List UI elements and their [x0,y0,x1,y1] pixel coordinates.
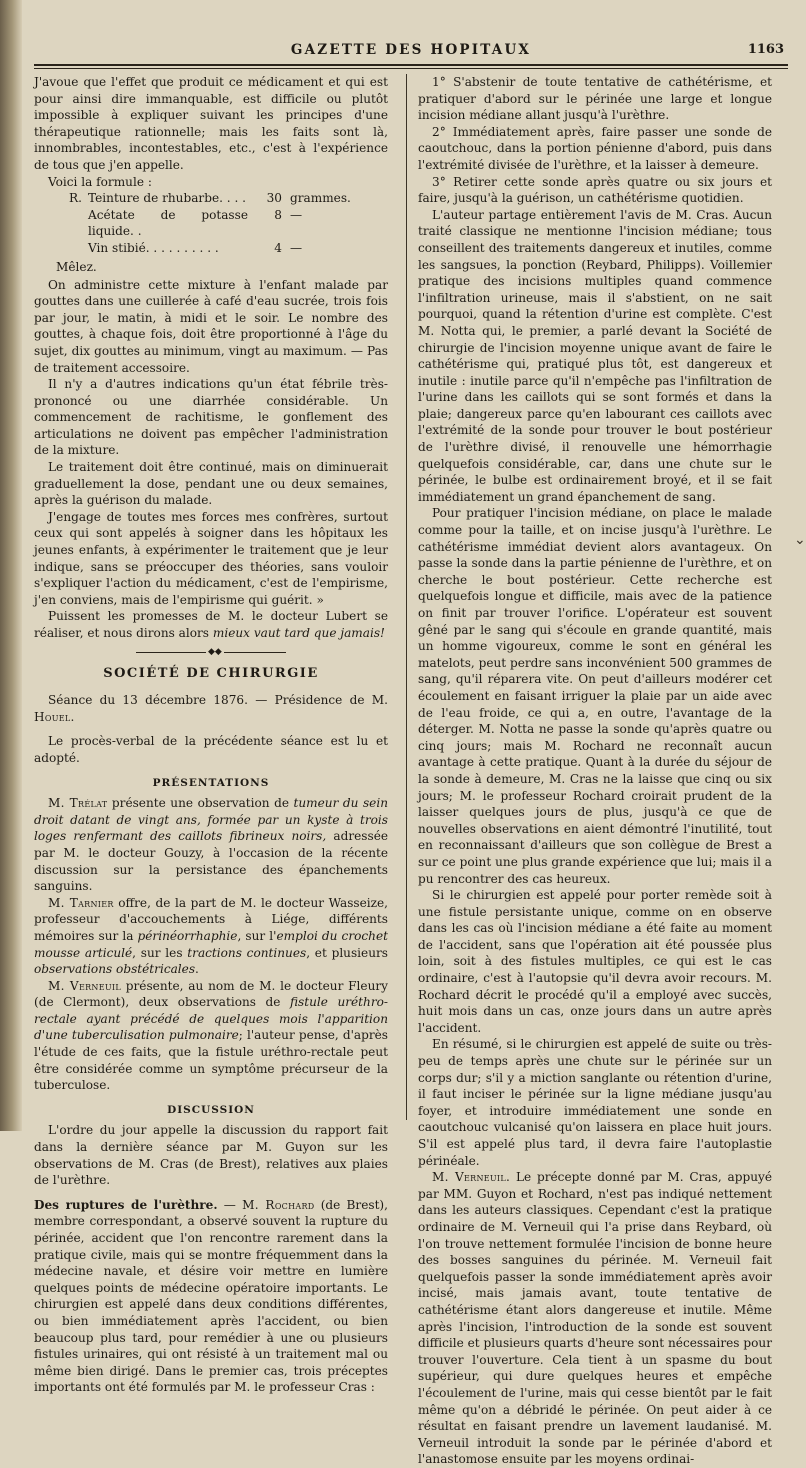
text-run: Séance du 13 décembre 1876. — Présidence de M. [48,693,388,708]
subheading-presentations: PRÉSENTATIONS [152,776,270,789]
formula-unit: grammes. [290,191,351,206]
header-rule-thick [34,64,788,66]
formula-mark [34,240,88,257]
formula-quantity: 30 [266,191,282,206]
text-run: , sur l' [237,928,277,943]
formula-row [34,190,388,207]
precept-1: 1° S'abstenir de toute tentative de cathétérisme, et pratiquer d'abord sur le périnée une large et longue incision médiane allant jusqu'à l'urèthre. [418,75,772,123]
paragraph: Le traitement doit être continué, mais on diminuerait graduellement la dose, pendant une ou deux semaines, après la guérison du malade. [34,460,388,508]
presentation-item [34,895,388,978]
presentation-item [34,978,388,1094]
formula-quantity: 4 [274,240,282,255]
paragraph: J'avoue que l'effet que produit ce médicament et qui est pour ainsi dire immanquable, est difficile ou plutôt impossible à expliquer suivant les principes d'une thérapeutique rationnelle; mais les faits sont là, innombrables, incontestables, etc., c'est à l'expérience de tous que j'en appelle. [34,75,388,172]
newspaper-page [24,0,806,1467]
formula-table [34,190,388,256]
section-title: SOCIÉTÉ DE CHIRURGIE [103,665,319,681]
text-run: Puissent les promesses de M. le docteur Lubert se réaliser, et nous dirons alors [34,609,388,640]
journal-title: GAZETTE DES HOPITAUX [290,42,532,58]
speaker-name: M. Verneuil. [432,1170,511,1185]
text-run: , et plusieurs [306,945,388,960]
speaker-name: M. Trélat [48,796,108,811]
book-binding-edge [0,0,22,1131]
left-column [34,74,388,1396]
article-title: Des ruptures de l'urèthre. [34,1197,218,1212]
text-run: . [70,709,75,724]
formula-unit: — [290,207,303,222]
precept-3: 3° Retirer cette sonde après quatre ou six jours et faire, jusqu'à la guérison, un cathétérisme quotidien. [418,174,772,206]
formula-row [34,207,388,240]
right-column [418,74,772,1468]
formula-row [34,240,388,257]
italic-phrase: fistule uréthro-rectale ayant précédé de quelques mois l'apparition d'une tuberculisation pulmonaire [34,995,388,1043]
speaker-name: M. Rochard [242,1197,315,1212]
text-run: Le précepte donné par M. Cras, appuyé par MM. Guyon et Rochard, n'est pas indiqué nettement dans les auteurs classiques. Cependant c'est la pratique ordinaire de M. Verneuil qui l'a prise dans Reybard, où l'on trouve nettement formulée l'incision de bonne heure des bosses sanguines du périnée. M. Verneuil fait quelquefois passer la sonde immédiatement après avoir incisé, mais jamais avant, toute tentative de cathétérisme étant alors dangereuse et inutile. Même après l'incision, l'introduction de la sonde est souvent difficile et plusieurs quarts d'heure sont nécessaires pour trouver l'ouverture. Cela tient à un spasme du bout supérieur, qui dure quelques heures et empêche l'écoulement de l'urine, mais qui cesse bientôt par le fait même qu'on a débridé le périnée. On peut aider à ce résultat en faisant prendre un lavement laudanisé. M. Verneuil introduit la sonde par le périnée d'abord et l'anastomose ensuite par les moyens ordinai- [418,1170,772,1467]
formula-ingredient: Teinture de rhubarbe. . . . [88,191,247,206]
italic-phrase: mieux vaut tard que jamais! [212,626,385,640]
text-run: (de Brest), membre correspondant, a observé souvent la rupture du périnée, accident que l'on rencontre rarement dans la pratique civile, mais qui se montre fréquemment dans la médecine navale, et désire voir mettre en lumière quelques points de médecine opératoire importants. Le chirurgien est appelé dans deux conditions différentes, ou bien immédiatement après l'accident, ou bien beaucoup plus tard, pour remédier à une ou plusieurs fistules urinaires, qui ont résisté à un traitement mal ou même bien dirigé. Dans le premier cas, trois préceptes importants ont été formulés par M. le professeur Cras : [34,1197,388,1395]
formula-quantity: 8 [274,207,282,222]
italic-phrase: tumeur du sein droit datant de vingt ans, formée par un kyste à trois loges renfermant des caillots fibrineux noirs, [34,796,388,844]
formula-unit: — [290,240,303,255]
formula-intro: Voici la formule : [48,174,152,189]
column-divider [406,74,407,1120]
italic-phrase: tractions continues [187,945,307,960]
header-rule-thin [34,68,788,69]
text-run: offre, de la part de M. le docteur Wasseize, professeur d'accouchements à Liége, différents mémoires sur la [34,895,388,943]
paragraph [418,1169,772,1468]
text-run: adressée par M. le docteur Gouzy, à l'occasion de la récente discussion sur la persistance des épanchements sanguins. [34,829,389,894]
text-run: ; l'auteur pense, d'après l'étude de ces faits, que la fistule uréthro-rectale peut être considérée comme un symptôme précurseur de la tuberculose. [34,1028,388,1093]
formula-ingredient: Vin stibié. . . . . . . . . . [88,240,219,255]
minutes-line: Le procès-verbal de la précédente séance est lu et adopté. [34,734,388,765]
paragraph: On administre cette mixture à l'enfant malade par gouttes dans une cuillerée à café d'eau sucrée, trois fois par jour, le matin, à midi et le soir. Le nombre des gouttes, à chaque fois, doit être proportionné à l'âge du sujet, dix gouttes au minimum, vingt au maximum. — Pas de traitement accessoire. [34,277,388,375]
text-run: , sur les [132,945,188,960]
presentation-item [34,795,388,895]
formula-mark: R. [69,191,82,206]
formula-ingredient: Acétate de potasse liquide. . [88,207,248,239]
formula-instruction: Mêlez. [56,259,97,274]
text-run: présente une observation de [107,796,294,811]
president-name: Houel [34,709,71,724]
precept-2: 2° Immédiatement après, faire passer une sonde de caoutchouc, dans la portion pénienne d'abord, puis dans l'extrémité divisée de l'urèthre, et la laisser à demeure. [418,124,772,172]
paragraph: Il n'y a d'autres indications qu'un état fébrile très-prononcé ou une diarrhée considérable. Un commencement de rachitisme, le gonflement des articulations ne doivent pas empêcher l'administration de la mixture. [34,377,388,458]
session-line [34,692,388,725]
page-number: 1163 [747,42,784,57]
paragraph: En résumé, si le chirurgien est appelé de suite ou très-peu de temps après une chute sur le périnée sur un corps dur; s'il y a miction sanglante ou rétention d'urine, il faut inciser le périnée sur la ligne médiane jusqu'au foyer, et introduire immédiatement une sonde en caoutchouc vulcanisé qu'on laissera en place huit jours. S'il est appelé plus tard, il devra faire l'autoplastie périnéale. [418,1037,772,1168]
rupture-paragraph [34,1197,388,1396]
speaker-name: M. Verneuil [48,978,121,993]
text-run: . [195,962,199,977]
paragraph [34,608,388,641]
paragraph: L'auteur partage entièrement l'avis de M. Cras. Aucun traité classique ne mentionne l'incision médiane; tous conseillent des traitements dangereux et inutiles, comme les sangsues, la ponction (Reybard, Philipps). Voillemier pratique des incisions multiples quand commence l'infiltration urineuse, mais il s'abstient, on ne sait pourquoi, quand la rétention d'urine est complète. C'est M. Notta qui, le premier, a parlé devant la Société de chirurgie de l'incision moyenne unique avant de faire le cathétérisme qui, pratiqué plus tôt, est dangereux et inutile : inutile parce qu'il n'empêche pas l'infiltration de l'urine dans les caillots qui se sont formés et dans la plaie; dangereux parce qu'en labourant ces caillots avec l'extrémité de la sonde pour trouver le bout postérieur de l'urèthre divisé, il renouvelle une hémorrhagie quelquefois considérable, car, dans une chute sur le périnée, le bulbe est ordinairement broyé, et il se fait immédiatement un grand épanchement de sang. [418,207,772,504]
text-run: présente, au nom de M. le docteur Fleury (de Clermont), deux observations de [34,978,388,1010]
speaker-name: M. Tarnier [48,895,114,910]
subheading-discussion: DISCUSSION [167,1103,255,1116]
paragraph: L'ordre du jour appelle la discussion du rapport fait dans la dernière séance par M. Guyon sur les observations de M. Cras (de Brest), relatives aux plaies de l'urèthre. [34,1123,388,1188]
paragraph: Si le chirurgien est appelé pour porter remède soit à une fistule persistante unique, comme on en observe dans les cas où l'incision médiane a été faite au moment de l'accident, sans que l'opération ait été poussée plus loin, soit à des fistules multiples, ce qui est le cas ordinaire, c'est à l'autopsie qu'il devra avoir recours. M. Rochard décrit le procédé qu'il a employé avec succès, huit mois dans un cas, onze jours dans un autre après l'accident. [418,888,772,1035]
paragraph: J'engage de toutes mes forces mes confrères, surtout ceux qui sont appelés à soigner dans les hôpitaux les jeunes enfants, à expérimenter le traitement que je leur indique, sans se préoccuper des théories, sans vouloir s'expliquer l'action du médicament, c'est de l'empirisme, j'en conviens, mais de l'empirisme qui guérit. » [34,509,388,607]
section-ornament [136,646,286,657]
formula-mark [34,207,88,240]
ornament-diamond-icon: ◆◆ [208,646,222,657]
italic-phrase: emploi du crochet mousse articulé [34,928,388,960]
paragraph: Pour pratiquer l'incision médiane, on place le malade comme pour la taille, et on incise jusqu'à l'urèthre. Le cathétérisme immédiat devient alors avantageux. On passe la sonde dans la partie pénienne de l'urèthre, et on cherche le bout postérieur. Cette recherche est quelquefois longue et difficile, mais avec de la patience on finit par trouver l'orifice. L'opérateur est souvent gêné par le sang qui s'écoule en grande quantité, mais un homme vigoureux, comme le sont en général les matelots, peut perdre sans inconvénient 500 grammes de sang, qu'il réparera vite. On peut d'ailleurs modérer cet écoulement en faisant irriguer la plaie par un aide avec de l'eau froide, ce qui a, en outre, l'avantage de la déterger. M. Notta ne passe la sonde qu'après quatre ou cinq jours; mais M. Rochard ne reconnaît aucun avantage à cette pratique. Quant à la durée du séjour de la sonde à demeure, M. Cras ne la laisse que cinq ou six jours; M. le professeur Rochard croirait prudent de la laisser quelques jours de plus, jusqu'à ce que de nouvelles observations en aient démontré l'inutilité, tout en reconnaissant d'ailleurs que son collègue de Brest a sur ce point une plus grande expérience que lui; mais il a pu rencontrer des cas heureux. [418,506,772,886]
italic-phrase: périnéorrhaphie [137,928,238,943]
italic-phrase: observations obstétricales [34,962,196,977]
text-run: — [217,1197,243,1212]
margin-check-mark-icon: ⌄ [794,532,806,548]
